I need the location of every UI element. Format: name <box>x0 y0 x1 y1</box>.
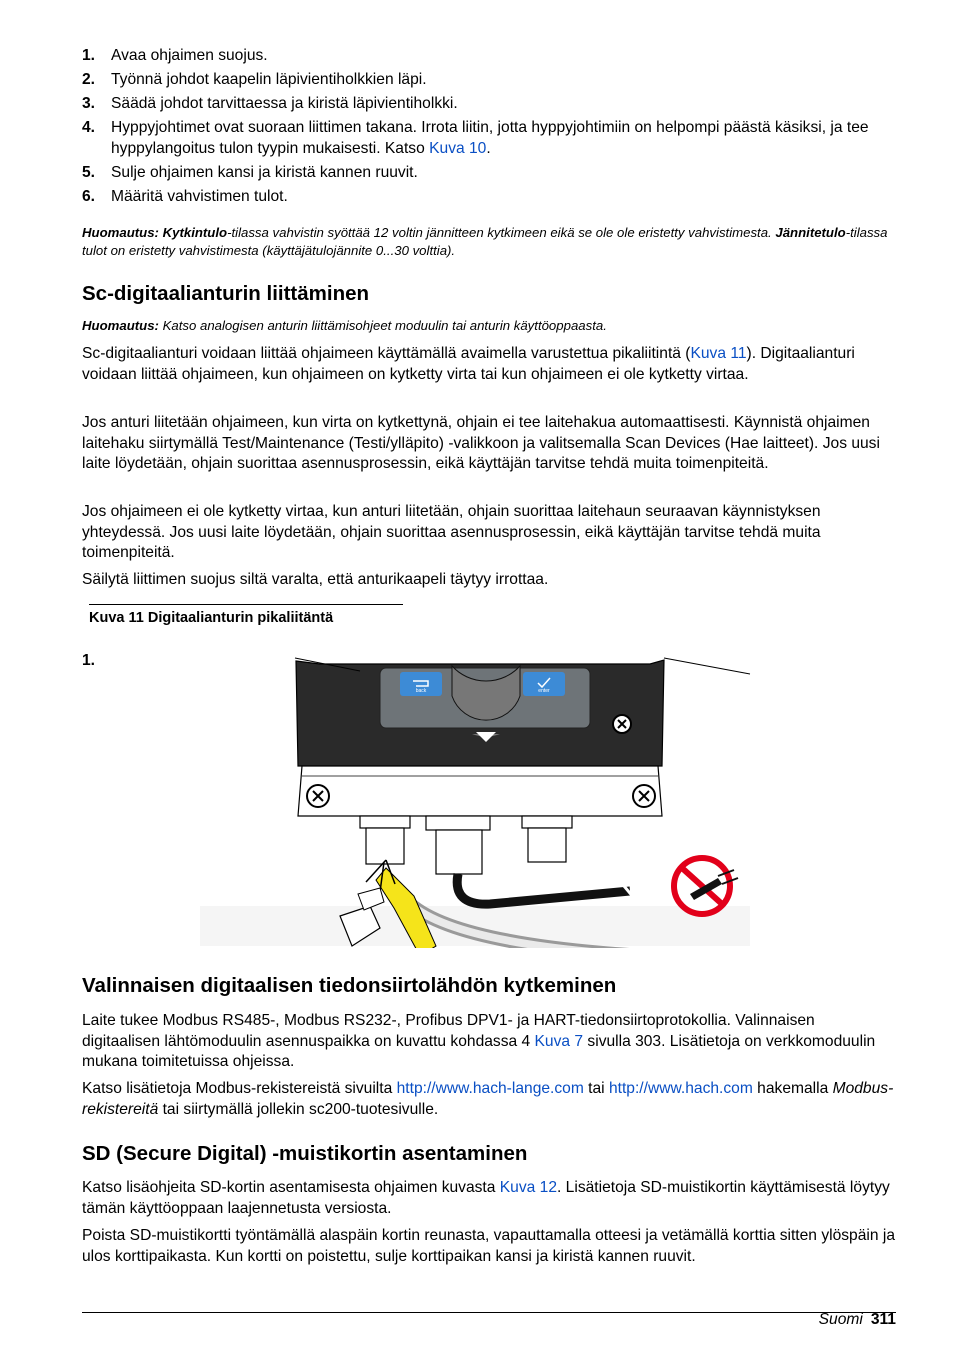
figure-link-kuva-7[interactable]: Kuva 7 <box>534 1032 584 1050</box>
gland-nut <box>426 816 490 830</box>
page-number: 311 <box>870 1311 896 1328</box>
section-heading: Sc-digitaalianturin liittäminen <box>82 282 370 305</box>
caption-text: Kuva 11 Digitaalianturin pikaliitäntä <box>89 610 334 626</box>
section-heading: SD (Secure Digital) -muistikortin asentaminen <box>82 1142 528 1165</box>
step-number: 6. <box>82 187 96 205</box>
note-text: Katso analogisen anturin liittämisohjeet moduulin tai anturin käyttöoppaasta. <box>162 318 607 333</box>
paragraph: Jos anturi liitetään ohjaimeen, kun virta on kytkettynä, ohjain ei tee laitehakua automaattisesti. Käynnistä ohjaimen laitehaku siirtymällä Test/Maintenance (Testi/ylläpito) -valikkoon ja valitsemalla Scan Devices (Hae laitteet). Jos uusi laite löydetään, ohjain suorittaa asennusprosessin, eikä käyttäjän tarvitse tehdä muita toimenpiteitä. <box>82 414 880 472</box>
paragraph-text: . Lisätietoja SD-muistikortin käyttämisestä löytyy tämän käyttöoppaan laajennetusta versiosta. <box>82 1179 890 1217</box>
gland-nut <box>360 816 410 828</box>
procedure-steps <box>82 46 896 207</box>
step-text-end: . <box>486 139 491 157</box>
step-number: 1. <box>82 47 96 64</box>
paragraph: Säilytä liittimen suojus siltä varalta, että anturikaapeli täytyy irrottaa. <box>82 571 549 588</box>
gland-body <box>366 828 404 864</box>
step-text: Hyppyjohtimet ovat suoraan liittimen takana. Irrota liitin, jotta hyppyjohtimiin on helpompi päästä käsiksi, ja tee hyppylangoitus tulon tyypin mukaisesti. Katso <box>111 119 869 157</box>
step-text: Työnnä johdot kaapelin läpivientiholkkien läpi. <box>111 71 427 88</box>
step-item <box>82 46 896 67</box>
emphasis-text: Modbus-rekistereitä <box>82 1080 894 1118</box>
figure-step-number: 1. <box>82 652 96 669</box>
note-term: Kytkintulo <box>162 225 228 240</box>
note-text: -tilassa tulot on eristetty vahvistimesta (käyttäjätulojännite 0...30 volttia). <box>82 225 888 258</box>
note-text: -tilassa vahvistin syöttää 12 voltin jännitteen kytkimeen eikä se ole ole eristetty vahvistimesta. <box>227 225 772 240</box>
note-inputs <box>82 224 896 260</box>
paragraph <box>82 1079 896 1120</box>
step-item <box>82 187 896 208</box>
footer-rule <box>82 1312 896 1313</box>
paragraph-text: tai siirtymällä jollekin sc200-tuotesivulle. <box>158 1100 439 1118</box>
paragraph-text: Katso lisätietoja Modbus-rekistereistä sivuilta <box>82 1080 397 1097</box>
step-text: Säädä johdot tarvittaessa ja kiristä läpivientiholkki. <box>111 95 458 112</box>
note-label: Huomautus: <box>82 225 159 240</box>
page-content <box>82 46 896 1265</box>
figure-link-kuva-11[interactable]: Kuva 11 <box>690 345 747 362</box>
paragraph <box>82 1011 896 1073</box>
figure-link-kuva-12[interactable]: Kuva 12 <box>499 1179 558 1196</box>
gland-nut <box>522 816 572 828</box>
step-item <box>82 70 896 91</box>
paragraph-text: hakemalla <box>752 1080 833 1097</box>
gland-body <box>436 830 482 874</box>
caption-rule <box>89 604 403 605</box>
back-button-label: back <box>415 688 427 694</box>
paragraph-text: Sc-digitaalianturi voidaan liittää ohjaimeen käyttämällä avaimella varustettua pikaliitintä ( <box>82 345 691 362</box>
step-text: Sulje ohjaimen kansi ja kiristä kannen ruuvit. <box>111 163 418 181</box>
page-footer <box>819 1311 896 1329</box>
section-heading: Valinnaisen digitaalisen tiedonsiirtolähdön kytkeminen <box>82 974 617 997</box>
quick-connect-illustration <box>190 656 770 948</box>
paragraph <box>82 344 896 385</box>
step-item <box>82 118 896 159</box>
step-number: 5. <box>82 163 96 181</box>
footer-language: Suomi <box>818 1311 863 1328</box>
paragraph: Poista SD-muistikortti työntämällä alaspäin kortin reunasta, vapauttamalla otteesi ja vetämällä korttia sitten ylöspäin ja ulos korttipaikasta. Kun kortti on poistettu, sulje korttipaikan kansi ja kiristä kannen ruuvit. <box>82 1227 895 1265</box>
paragraph-text: tai <box>583 1080 609 1097</box>
url-link-hach[interactable]: http://www.hach.com <box>608 1080 753 1097</box>
enter-button-label: enter <box>538 688 550 694</box>
step-item <box>82 163 896 184</box>
housing-base <box>298 766 662 816</box>
paragraph-text: Laite tukee Modbus RS485-, Modbus RS232-, Profibus DPV1- ja HART-tiedonsiirtoprotokollia. Valinnaisen digitaalisen lähtömoduulin asennuspaikka on kuvattu kohdassa 4 <box>82 1012 815 1050</box>
paragraph: Jos ohjaimeen ei ole kytketty virtaa, kun anturi liitetään, ohjain suorittaa laitehaun seuraavan käynnistyksen yhteydessä. Jos uusi laite löydetään, ohjain suorittaa asennusprosessin, eikä käyttäjän tarvitse tehdä muita toimenpiteitä. <box>82 503 821 561</box>
paragraph-text: sivulla 303. Lisätietoja on verkkomoduulin mukana toimitetuissa ohjeissa. <box>82 1032 876 1070</box>
note-analog <box>82 317 896 335</box>
step-number: 4. <box>82 119 96 136</box>
step-item <box>82 94 896 115</box>
url-link-hach-lange[interactable]: http://www.hach-lange.com <box>396 1080 584 1097</box>
paragraph-text: Katso lisäohjeita SD-kortin asentamisesta ohjaimen kuvasta <box>82 1179 500 1196</box>
gland-body <box>528 828 566 862</box>
step-number: 3. <box>82 95 96 112</box>
paragraph <box>82 1178 896 1219</box>
figure-link-kuva-10[interactable]: Kuva 10 <box>429 139 487 157</box>
note-term: Jännitetulo <box>775 225 846 240</box>
figure-caption <box>89 604 403 626</box>
step-text: Avaa ohjaimen suojus. <box>111 47 268 64</box>
note-label: Huomautus: <box>82 318 159 333</box>
paragraph-text: ). Digitaalianturi voidaan liittää ohjaimeen, kun ohjaimeen on kytketty virta tai kun ohjaimeen ei ole kytketty virtaa. <box>82 345 855 383</box>
step-number: 2. <box>82 71 96 88</box>
step-text: Määritä vahvistimen tulot. <box>111 187 288 205</box>
